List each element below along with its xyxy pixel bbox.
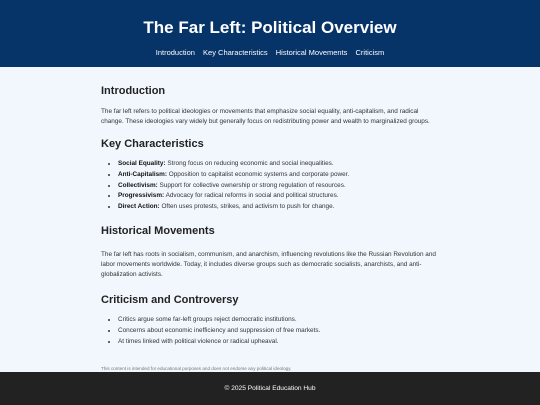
list-item-description: Strong focus on reducing economic and social inequalities. [165, 160, 334, 167]
list-item-term: Direct Action: [118, 203, 160, 211]
nav-link-historical-movements[interactable]: Historical Movements [275, 48, 348, 57]
historical-movements-heading: Historical Movements [101, 224, 215, 237]
nav-link-introduction[interactable]: Introduction [155, 48, 195, 57]
characteristics-list [101, 159, 441, 213]
list-item [118, 181, 441, 192]
main-nav [0, 48, 540, 58]
introduction-heading: Introduction [101, 85, 166, 97]
key-characteristics-heading: Key Characteristics [101, 138, 204, 150]
list-item-description: Often uses protests, strikes, and activism to push for change. [159, 203, 335, 211]
list-item-term: Progressivism: [118, 192, 165, 200]
list-item: • Critics argue some far-left groups reject democratic institutions. [118, 315, 441, 326]
historical-movements-text: The far left has roots in socialism, communism, and anarchism, influencing revolutions like the Russian Revolution and labor movements worldwide. Today, it includes diverse groups such as democratic socialists, anarchists, and anti-globalization activists. [101, 250, 436, 278]
site-footer [0, 372, 540, 405]
list-item [118, 202, 441, 213]
list-item-term: Collectivism: [118, 181, 158, 189]
list-item-description: Opposition to capitalist economic systems and corporate power. [167, 170, 350, 178]
footer-copyright: © 2025 Political Education Hub [224, 385, 316, 392]
list-item [118, 159, 441, 170]
list-item [118, 170, 441, 181]
list-item-description: Support for collective ownership or strong regulation of resources. [157, 181, 346, 189]
nav-link-key-characteristics[interactable]: Key Characteristics [203, 48, 268, 57]
list-item-term: Anti-Capitalism: [118, 170, 167, 178]
disclaimer-text: This content is intended for educational purposes and does not endorse any political ideology. [101, 366, 292, 371]
list-item-description: Advocacy for radical reforms in social and political structures. [164, 192, 339, 200]
main-content [101, 84, 441, 347]
page-title: The Far Left: Political Overview [143, 18, 397, 37]
criticism-list [101, 315, 441, 347]
list-item: • Concerns about economic inefficiency and suppression of free markets. [118, 326, 441, 337]
list-item-term: Social Equality: [118, 160, 166, 167]
list-item: • At times linked with political violence or radical upheaval. [118, 337, 441, 348]
criticism-heading: Criticism and Controversy [101, 293, 239, 306]
list-item [118, 191, 441, 202]
site-header [0, 0, 540, 67]
nav-link-criticism[interactable]: Criticism [355, 48, 385, 57]
introduction-text: The far left refers to political ideologies or movements that emphasize social equality, anti-capitalism, and radical change. These ideologies vary widely but generally focus on redistributing power and wealth to marginalized groups. [101, 108, 430, 125]
